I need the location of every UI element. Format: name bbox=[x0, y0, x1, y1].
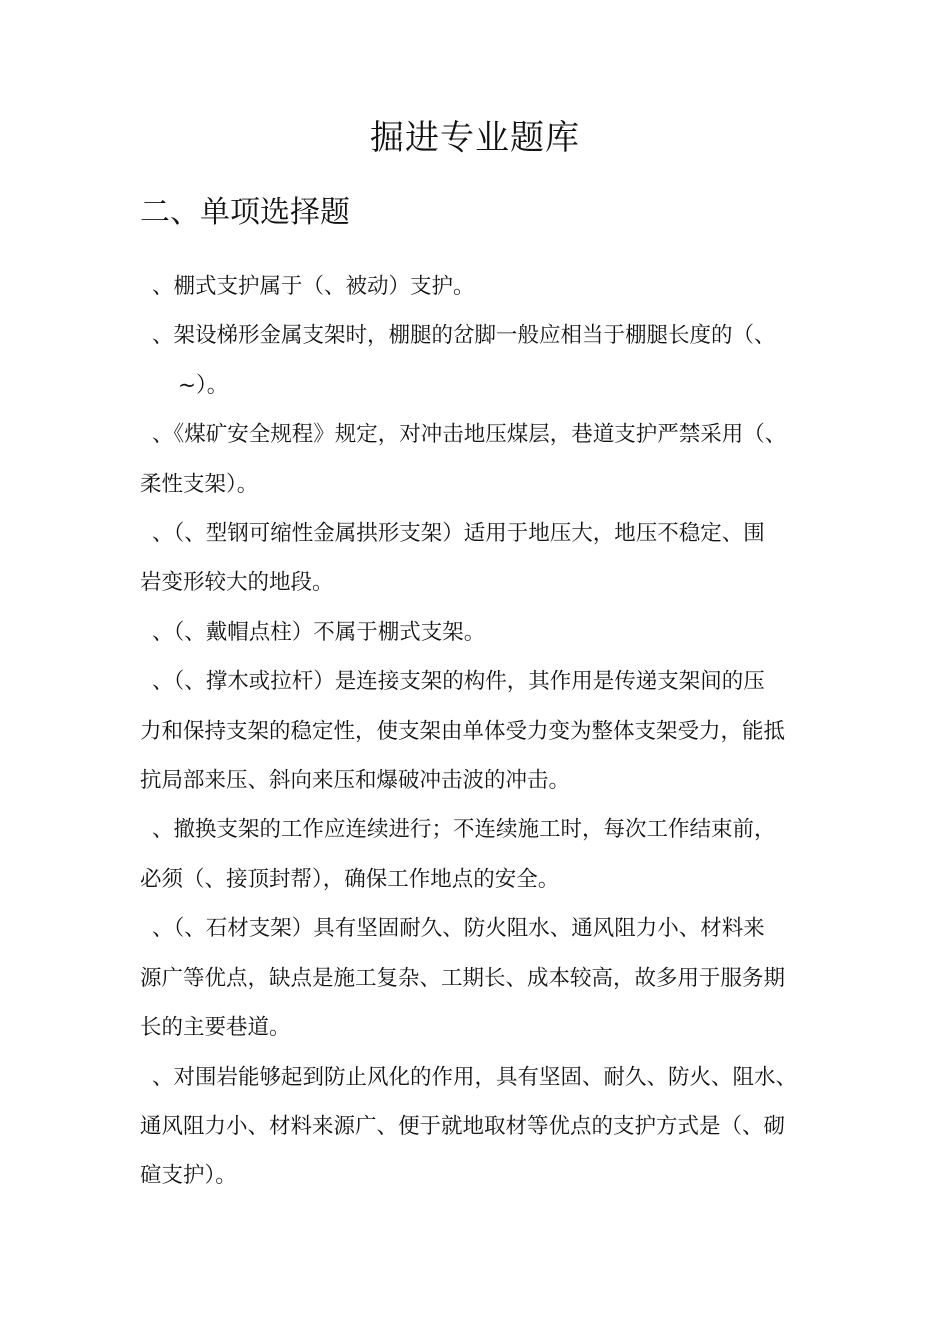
question-line: 岩变形较大的地段。 bbox=[140, 570, 334, 596]
question-line: 抗局部来压、斜向来压和爆破冲击波的冲击。 bbox=[140, 768, 571, 794]
question-line: 源广等优点，缺点是施工复杂、工期长、成本较高，故多用于服务期 bbox=[140, 965, 786, 991]
question-list bbox=[140, 262, 815, 1201]
question-item bbox=[140, 657, 815, 805]
question-line: 、《煤矿安全规程》规定，对冲击地压煤层，巷道支护严禁采用（、 bbox=[152, 422, 787, 448]
question-line: 、（、石材支架）具有坚固耐久、防火阻水、通风阻力小、材料来 bbox=[152, 916, 765, 942]
question-item bbox=[140, 608, 815, 657]
question-line: 通风阻力小、材料来源广、便于就地取材等优点的支护方式是（、砌 bbox=[140, 1113, 786, 1139]
question-line: 柔性支架）。 bbox=[140, 471, 259, 497]
document-title: 掘进专业题库 bbox=[370, 118, 580, 158]
question-line: 、架设梯形金属支架时，棚腿的岔脚一般应相当于棚腿长度的（、 bbox=[152, 323, 776, 349]
question-line: 碹支护）。 bbox=[140, 1163, 237, 1189]
question-item bbox=[140, 410, 815, 509]
question-line: 力和保持支架的稳定性，使支架由单体受力变为整体支架受力，能抵 bbox=[140, 718, 786, 744]
question-line: 、撤换支架的工作应连续进行；不连续施工时，每次工作结束前， bbox=[152, 817, 776, 843]
question-line: 、（、撑木或拉杆）是连接支架的构件，其作用是传递支架间的压 bbox=[152, 669, 765, 695]
question-item bbox=[140, 805, 815, 904]
section-heading: 二、单项选择题 bbox=[140, 195, 350, 230]
question-line: ~）。 bbox=[178, 372, 229, 398]
question-item bbox=[140, 1053, 815, 1201]
question-line: 、对围岩能够起到防止风化的作用，具有坚固、耐久、防火、阻水、 bbox=[152, 1064, 798, 1090]
question-item bbox=[140, 262, 815, 311]
question-line: 、棚式支护属于（、被动）支护。 bbox=[152, 274, 475, 299]
question-item bbox=[140, 904, 815, 1052]
question-line: 必须（、接顶封帮），确保工作地点的安全。 bbox=[140, 866, 560, 892]
question-item bbox=[140, 509, 815, 608]
question-line: 、（、戴帽点柱）不属于棚式支架。 bbox=[152, 619, 486, 645]
question-item bbox=[140, 311, 815, 410]
question-line: 、（、型钢可缩性金属拱形支架）适用于地压大，地压不稳定、围 bbox=[152, 521, 765, 547]
question-line: 长的主要巷道。 bbox=[140, 1015, 291, 1041]
